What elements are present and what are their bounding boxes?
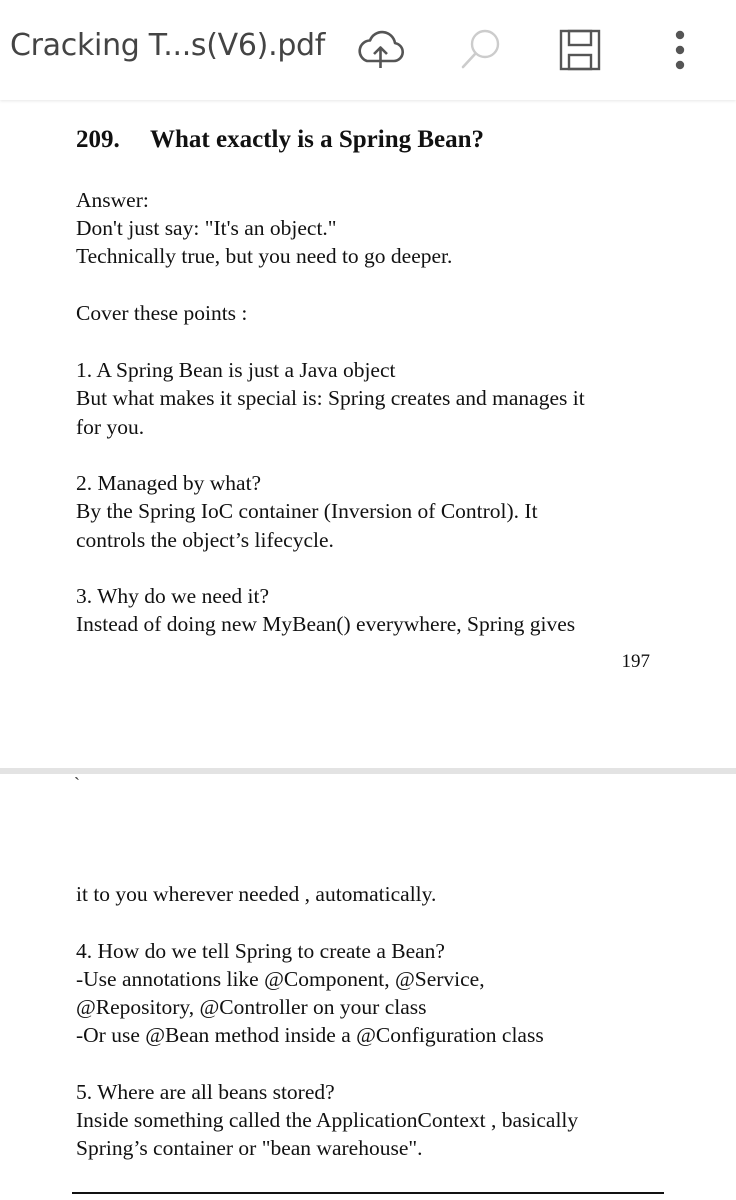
footer-divider — [72, 1192, 664, 1194]
text-line: 3. Why do we need it? — [76, 584, 270, 608]
more-vert-icon — [670, 28, 690, 72]
question-heading — [76, 126, 484, 154]
question-number: 209. — [76, 126, 120, 153]
text-line: controls the object’s lifecycle. — [76, 528, 334, 552]
more-options-button[interactable] — [650, 20, 710, 80]
pdf-page-198[interactable] — [0, 774, 736, 1200]
text-line: By the Spring IoC container (Inversion of Control). It — [76, 499, 538, 523]
pdf-page-197[interactable] — [0, 100, 736, 768]
text-line: -Use annotations like @Component, @Service, — [76, 967, 485, 991]
search-icon — [454, 24, 506, 76]
save-icon — [557, 27, 603, 73]
text-line: Inside something called the ApplicationContext , basically — [76, 1108, 579, 1132]
text-line: for you. — [76, 415, 145, 439]
text-line: But what makes it special is: Spring creates and manages it — [76, 386, 585, 410]
text-line: 4. How do we tell Spring to create a Bean? — [76, 939, 445, 963]
text-line: 1. A Spring Bean is just a Java object — [76, 358, 396, 382]
top-app-bar — [0, 0, 736, 100]
question-title: What exactly is a Spring Bean? — [150, 126, 485, 153]
text-line: Instead of doing new MyBean() everywhere, Spring gives — [76, 612, 576, 636]
text-line: 5. Where are all beans stored? — [76, 1080, 335, 1104]
cloud-upload-icon — [353, 30, 407, 70]
text-line: Cover these points : — [76, 301, 248, 325]
text-line: -Or use @Bean method inside a @Configuration class — [76, 1023, 544, 1047]
text-line: 2. Managed by what? — [76, 471, 262, 495]
document-title: Cracking T...s(V6).pdf — [10, 28, 326, 63]
text-line: Spring’s container or "bean warehouse". — [76, 1136, 423, 1160]
text-line: Technically true, but you need to go deeper. — [76, 244, 453, 268]
stray-mark: ` — [74, 774, 80, 794]
text-line: Answer: — [76, 188, 149, 212]
text-line: @Repository, @Controller on your class — [76, 995, 427, 1019]
text-line: Don't just say: "It's an object." — [76, 216, 337, 240]
search-button[interactable] — [450, 20, 510, 80]
save-button[interactable] — [550, 20, 610, 80]
text-line: it to you wherever needed , automatically. — [76, 882, 437, 906]
upload-button[interactable] — [350, 20, 410, 80]
page-number: 197 — [621, 651, 650, 672]
